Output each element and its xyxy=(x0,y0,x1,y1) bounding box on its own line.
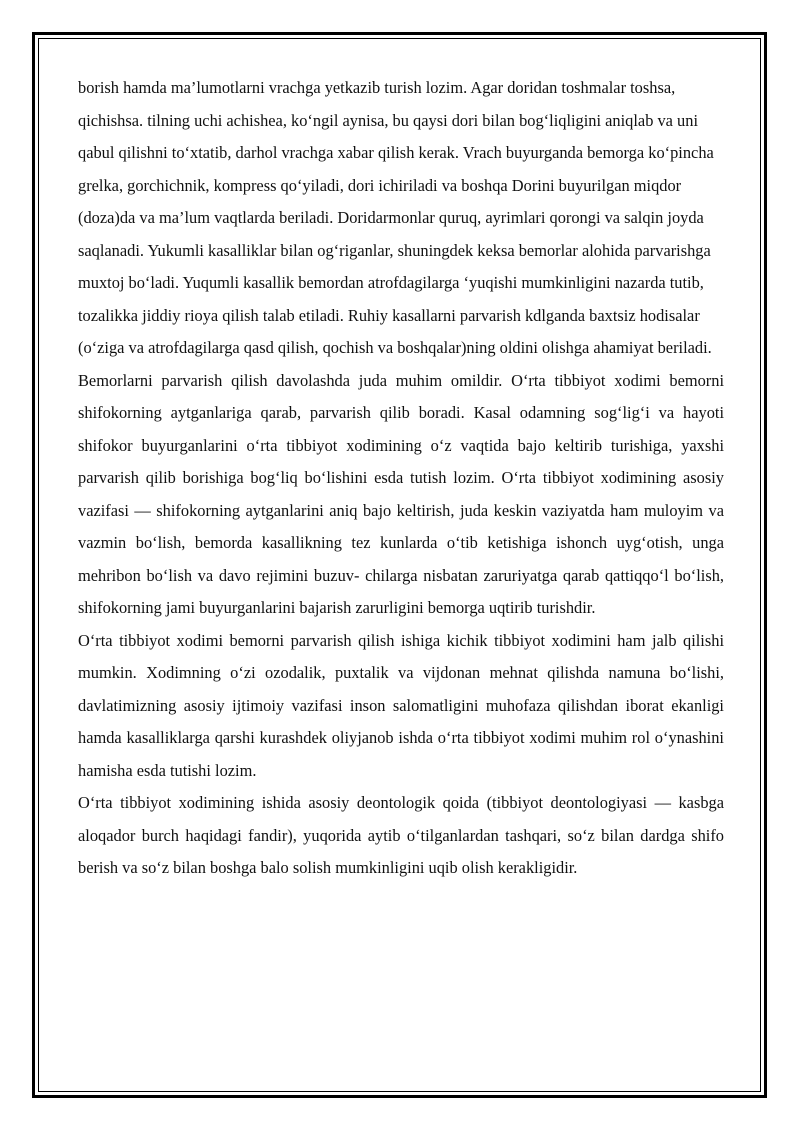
paragraph-care-instructions: borish hamda ma’lumotlarni vrachga yetkazib turish lozim. Agar doridan toshmalar toshsa, qichishsa. tilning uchi achishea, ko‘ngil aynisa, bu qaysi dori bilan bog‘liqligini aniqlab va uni qabul qilishni to‘xtatib, darhol vrachga xabar qilish kerak. Vrach buyurganda bemorga ko‘pincha grelka, gorchichnik, kompress qo‘yiladi, dori ichiriladi va boshqa Dorini buyurilgan miqdor (doza)da va ma’lum vaqtlarda beriladi. Doridarmonlar quruq, ayrimlari qorongi va salqin joyda saqlanadi. Yukumli kasalliklar bilan og‘riganlar, shuningdek keksa bemorlar alohida parvarishga muxtoj bo‘ladi. Yuqumli kasallik bemordan atrofdagilarga ‘yuqishi mumkinligini nazarda tutib, tozalikka jiddiy rioya qilish talab etiladi. Ruhiy kasallarni parvarish kdlganda baxtsiz hodisalar (o‘ziga va atrofdagilarga qasd qilish, qochish va boshqalar)ning oldini olishga ahamiyat beriladi. xyxy=(78,78,714,357)
paragraph-deontology: O‘rta tibbiyot xodimining ishida asosiy deontologik qoida (tibbiyot deontologiyasi — kasbga aloqador burch haqidagi fandir), yuqorida aytib o‘tilganlardan tashqari, so‘z bilan dardga shifo berish va so‘z bilan boshga balo solish mumkinligini uqib olish kerakligidir. xyxy=(78,793,724,877)
document-body xyxy=(78,72,724,885)
paragraph-junior-staff: O‘rta tibbiyot xodimi bemorni parvarish qilish ishiga kichik tibbiyot xodimini ham jalb qilishi mumkin. Xodimning o‘zi ozodalik, puxtalik va vijdonan mehnat qilishda namuna bo‘lishi, davlatimizning asosiy ijtimoiy vazifasi inson salomatligini muhofaza qilishdan iborat ekanligi hamda kasalliklarga qarshi kurashdek oliyjanob ishda o‘rta tibbiyot xodimi muhim rol o‘ynashini hamisha esda tutishi lozim. xyxy=(78,630,724,780)
paragraph-nursing-importance: Bemorlarni parvarish qilish davolashda juda muhim omildir. O‘rta tibbiyot xodimi bemorni shifokorning aytganlariga qarab, parvarish qilib boradi. Kasal odamning sog‘lig‘i va hayoti shifokor buyurganlarini o‘rta tibbiyot xodimining o‘z vaqtida bajo keltirib turishiga, yaxshi parvarish qilib borishiga bog‘liq bo‘lishini esda tutish lozim. O‘rta tibbiyot xodimining asosiy vazifasi — shifokorning aytganlarini aniq bajo keltirish, juda keskin vaziyatda ham muloyim va vazmin bo‘lish, bemorda kasallikning tez kunlarda o‘tib ketishiga ishonch uyg‘otish, unga mehribon bo‘lish va davo rejimini buzuv- chilarga nisbatan zaruriyatga qarab qattiqqo‘l bo‘lish, shifokorning jami buyurganlarini bajarish zarurligini bemorga uqtirib turishdir. xyxy=(78,370,724,617)
